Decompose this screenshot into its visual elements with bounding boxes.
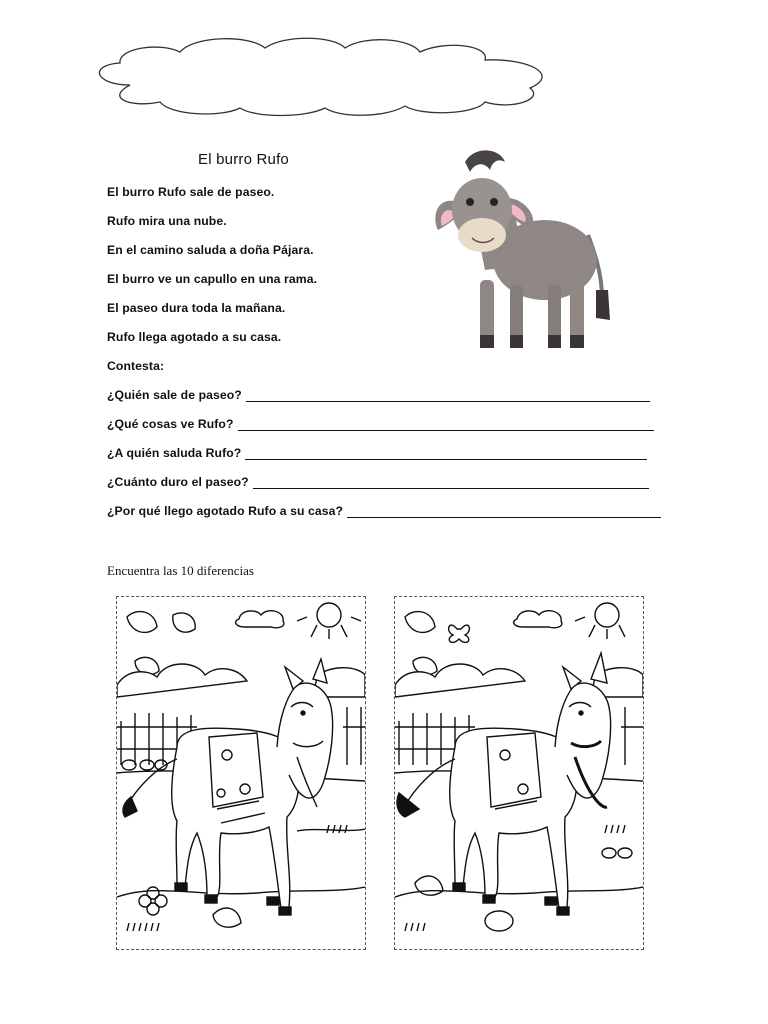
answer-heading: Contesta:: [107, 359, 165, 373]
story-line-1: El burro Rufo sale de paseo.: [107, 185, 275, 199]
question-1: ¿Quién sale de paseo?: [107, 388, 242, 402]
question-row-2: [107, 417, 654, 431]
story-line-3: En el camino saluda a doña Pájara.: [107, 243, 314, 257]
answer-blank-3[interactable]: [245, 447, 647, 460]
question-2: ¿Qué cosas ve Rufo?: [107, 417, 234, 431]
cloud-outline-icon: [90, 30, 550, 120]
question-row-4: [107, 475, 649, 489]
differences-label: Encuentra las 10 diferencias: [107, 563, 254, 578]
question-5: ¿Por qué llego agotado Rufo a su casa?: [107, 504, 344, 518]
question-row-5: [107, 504, 661, 518]
answer-blank-5[interactable]: [347, 505, 661, 518]
question-3: ¿A quién saluda Rufo?: [107, 446, 242, 460]
donkey-illustration: [430, 140, 620, 355]
worksheet-title: El burro Rufo: [198, 151, 289, 168]
answer-blank-2[interactable]: [238, 418, 654, 431]
question-row-3: [107, 446, 647, 460]
answer-blank-1[interactable]: [246, 389, 650, 402]
donkey-coloring-picture-modified: [394, 596, 644, 950]
story-line-2: Rufo mira una nube.: [107, 214, 227, 228]
answer-blank-4[interactable]: [253, 476, 649, 489]
question-4: ¿Cuánto duro el paseo?: [107, 475, 249, 489]
story-line-5: El paseo dura toda la mañana.: [107, 301, 286, 315]
story-line-6: Rufo llega agotado a su casa.: [107, 330, 282, 344]
question-row-1: [107, 388, 650, 402]
story-line-4: El burro ve un capullo en una rama.: [107, 272, 318, 286]
donkey-coloring-picture-original: [116, 596, 366, 950]
